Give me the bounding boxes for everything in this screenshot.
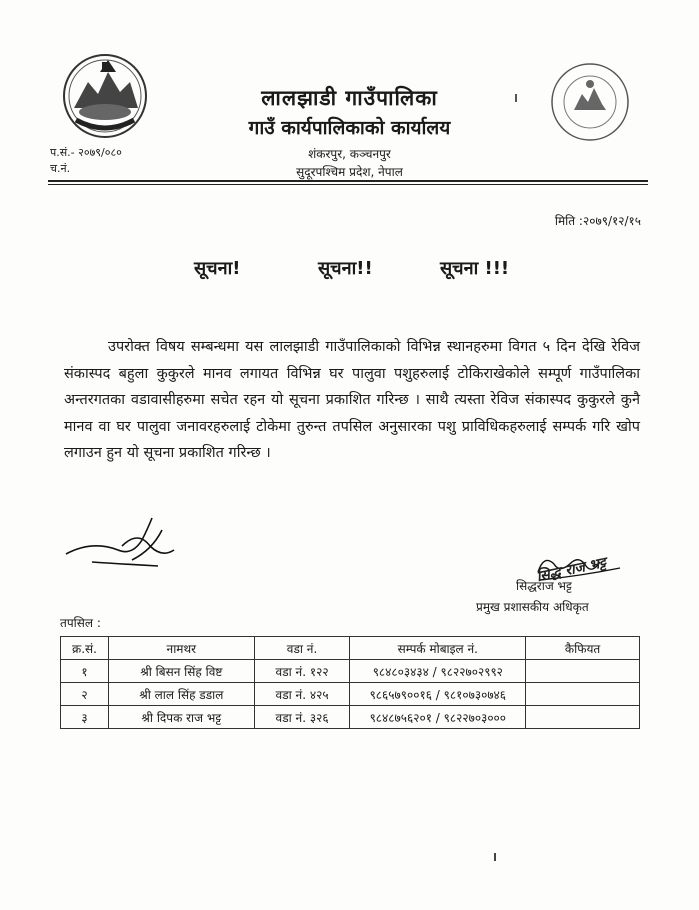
address-line-2: सुदूरपश्चिम प्रदेश, नेपाल [296,165,403,179]
address-line-1: शंकरपुर, कञ्चनपुर [308,147,391,161]
stray-mark [494,853,496,861]
dispatch-number: च.नं. [50,162,71,175]
letter-date: मिति :२०७९/१२/१५ [554,214,641,228]
table-header-row [61,637,640,660]
notice-body: उपरोक्त विषय सम्बन्धमा यस लालझाडी गाउँपालिकाको विभिन्न स्थानहरुमा विगत ५ दिन देखि रेविज संकास्पद बहुला कुकुरले मानव लगायत विभिन्न घर पालुवा पशुहरुलाई टोकिराखेकोले सम्पूर्ण गाउँपालिका अन्तरगतका वडावासीहरुमा सचेत रहन यो सूचना प्रकाशित गरिन्छ । साथै त्यस्ता रेविज संकास्पद कुकुरले कुनै मानव वा घर पालुवा जनावरहरुलाई टोकेमा तुरुन्त तपसिल अनुसारका पशु प्राविधिकहरुलाई सम्पर्क गरि खोप लगाउन हुन यो सूचना प्रकाशित गरिन्छ । [64,339,640,461]
cell-remarks [526,706,640,729]
cell-remarks [526,683,640,706]
contact-table [60,636,640,729]
cell-serial: २ [61,683,109,706]
col-mobile: सम्पर्क मोबाइल नं. [350,637,526,660]
table-row [61,683,640,706]
table-row [61,660,640,683]
header-divider [48,180,648,182]
office-name: गाउँ कार्यपालिकाको कार्यालय [248,117,451,139]
col-ward: वडा नं. [254,637,350,660]
col-remarks: कैफियत [526,637,640,660]
cell-mobile: ९८६५७९००१६ / ९८१०७३०७४६ [350,683,526,706]
signatory-title: प्रमुख प्रशासकीय अधिकृत [476,600,589,614]
cell-ward: वडा नं. ४२५ [254,683,350,706]
cell-name: श्री लाल सिंह डडाल [108,683,254,706]
cell-serial: ३ [61,706,109,729]
notice-heading-3: सूचना !!! [440,258,510,279]
header-divider-thin [48,184,648,185]
cell-name: श्री दिपक राज भट्ट [108,706,254,729]
notice-heading-1: सूचना! [194,258,241,279]
cell-name: श्री बिसन सिंह विष्ट [108,660,254,683]
signatory-name: सिद्धराज भट्ट [516,579,572,593]
col-name: नामथर [108,637,254,660]
signatory-stamp: सिद्ध राज भट्ट [535,554,608,586]
cell-mobile: ९८४८७५६२०१ / ९८२२७०३००० [350,706,526,729]
reference-number: प.सं.- २०७९/०८० [50,146,122,159]
col-serial: क्र.सं. [61,637,109,660]
cell-serial: १ [61,660,109,683]
cell-ward: वडा नं. १२२ [254,660,350,683]
cell-ward: वडा नं. ३२६ [254,706,350,729]
table-caption: तपसिल : [60,616,101,630]
table-row [61,706,640,729]
notice-heading-2: सूचना!! [318,258,373,279]
cell-mobile: ९८४८०३४३४ / ९८२२७०२९९२ [350,660,526,683]
cell-remarks [526,660,640,683]
handwritten-signature-left [62,510,182,574]
municipality-name: लालझाडी गाउँपालिका [261,86,438,110]
